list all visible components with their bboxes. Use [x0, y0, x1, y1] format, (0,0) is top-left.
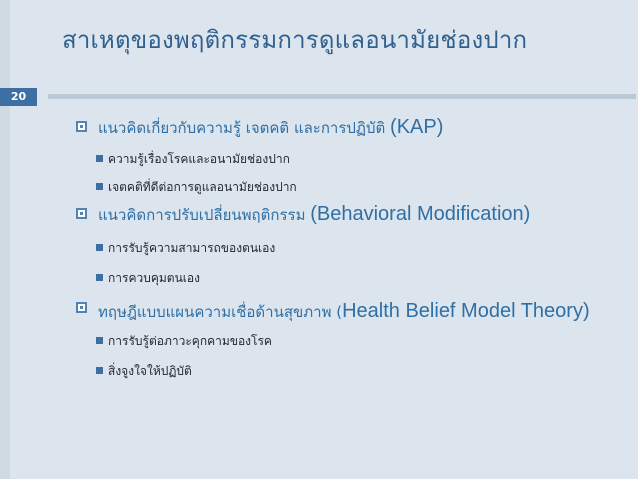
- left-accent-bar: [0, 0, 10, 479]
- filled-square-bullet-icon: [96, 244, 103, 251]
- list-item: [76, 330, 631, 352]
- filled-square-bullet-icon: [96, 337, 103, 344]
- filled-square-bullet-icon: [96, 274, 103, 281]
- list-item-text: การควบคุมตนเอง: [108, 271, 200, 285]
- section-kap: [76, 116, 631, 146]
- list-item: [76, 148, 631, 170]
- section-english-text: (KAP): [390, 116, 444, 138]
- slide-title: สาเหตุของพฤติกรรมการดูแลอนามัยช่องปาก: [62, 26, 528, 54]
- content-area: [76, 116, 631, 382]
- filled-square-bullet-icon: [96, 155, 103, 162]
- section-behavioral: [76, 203, 631, 233]
- section-thai-text: แนวคิดเกี่ยวกับความรู้ เจตคติ และการปฏิบัติ: [98, 119, 391, 137]
- filled-square-bullet-icon: [96, 367, 103, 374]
- section-thai-text: ทฤษฎีแบบแผนความเชื่อด้านสุขภาพ (: [98, 303, 343, 321]
- list-item-text: การรับรู้ความสามารถของตนเอง: [108, 241, 276, 255]
- section-thai-text: แนวคิดการปรับเปลี่ยนพฤติกรรม: [98, 206, 311, 224]
- square-bullet-icon: [76, 121, 87, 132]
- square-bullet-icon: [76, 208, 87, 219]
- filled-square-bullet-icon: [96, 183, 103, 190]
- square-bullet-icon: [76, 302, 87, 313]
- list-item: [76, 237, 631, 259]
- section-health-belief: [76, 297, 598, 326]
- title-divider: [48, 94, 636, 99]
- list-item-text: เจตคติที่ดีต่อการดูแลอนามัยช่องปาก: [108, 180, 297, 194]
- section-english-text: (Behavioral Modification): [310, 203, 531, 225]
- list-item: [76, 176, 631, 198]
- list-item: [76, 267, 631, 289]
- section-english-text: Health Belief Model Theory): [342, 300, 590, 322]
- slide-number: 20: [0, 88, 37, 106]
- list-item: [76, 360, 631, 382]
- list-item-text: สิ่งจูงใจให้ปฏิบัติ: [108, 364, 192, 378]
- list-item-text: การรับรู้ต่อภาวะคุกคามของโรค: [108, 334, 272, 348]
- list-item-text: ความรู้เรื่องโรคและอนามัยช่องปาก: [108, 152, 290, 166]
